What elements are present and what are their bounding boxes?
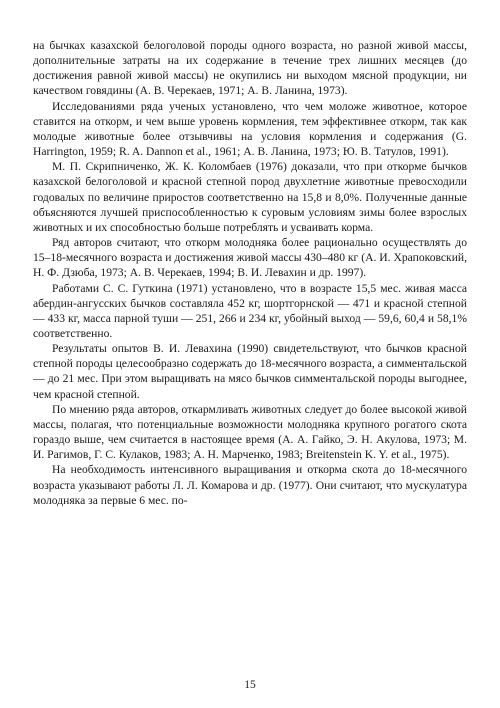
paragraph-young-animals-fattening: Исследованиями ряда ученых установлено, что чем моложе животное, которое ставится на откорм, и чем выше уровень кормления, тем эффективнее откорм, так как молодые животные более отзывчивы на условия кормления и содержания (G. Harrington, 1959; R. A. Dannon et al., 1961; А. В. Ланина, 1973; Ю. В. Татулов, 1991).	[33, 99, 467, 159]
paragraph-skripnichenko-kolombaev: М. П. Скрипниченко, Ж. К. Коломбаев (1976) доказали, что при откорме бычков казахской белоголовой и красной степной пород двухлетние животные превосходили годовалых по величине приростов соответственно на 15,8 и 8,0%. Полученные данные объясняются лучшей приспособленностью к суровым условиям зимы более взрослых животных и их способностью больше потреблять и усваивать корма.	[33, 160, 467, 234]
paragraph-fattening-age: Ряд авторов считают, что откорм молодняка более рационально осуществлять до 15–18-месячного возраста и достижения живой массы 430–480 кг (А. И. Храпоковский, Н. Ф. Дзюба, 1973; А. В. Черекаев, 1994; В. И. Левахин и др. 1997).	[33, 236, 467, 280]
paragraph-levakhin-results: Результаты опытов В. И. Левахина (1990) свидетельствуют, что бычков красной степной породы целесообразно содержать до 18-месячного возраста, а симментальской — до 21 мес. При этом выращивать на мясо бычков симментальской породы выгоднее, чем красной степной.	[33, 342, 467, 401]
paragraph-gutkin-study: Работами С. С. Гуткина (1971) установлено, что в возрасте 15,5 мес. живая масса абердин-ангусских бычков составляла 452 кг, шортгорнской — 471 и красной степной — 433 кг, масса парной туши — 251, 266 и 234 кг, убойный выход — 59,6, 60,4 и 58,1% соответственно.	[33, 281, 467, 340]
paragraph-continuation: на бычках казахской белоголовой породы одного возраста, но разной живой массы, дополнительные затраты на их содержание в течение трех лишних месяцев (до достижения равной живой массы) не окупились ни выходом мясной продукции, ни качеством говядины (А. В. Черекаев, 1971; А. В. Ланина, 1973).	[33, 39, 467, 98]
page-number: 15	[244, 678, 256, 691]
paragraph-komarov-works: На необходимость интенсивного выращивания и откорма скота до 18-месячного возраста указывают работы Л. Л. Комарова и др. (1977). Они считают, что мускулатура молодняка за первые 6 мес. по-	[33, 463, 467, 507]
body-text	[33, 38, 467, 508]
paragraph-higher-live-weight: По мнению ряда авторов, откармливать животных следует до более высокой живой массы, полагая, что потенциальные возможности молодняка крупного рогатого скота гораздо выше, чем считается в настоящее время (А. А. Гайко, Э. Н. Акулова, 1973; М. И. Рагимов, Г. С. Кулаков, 1983; А. Н. Марченко, 1983; Breitenstein K. Y. et al., 1975).	[33, 402, 467, 462]
